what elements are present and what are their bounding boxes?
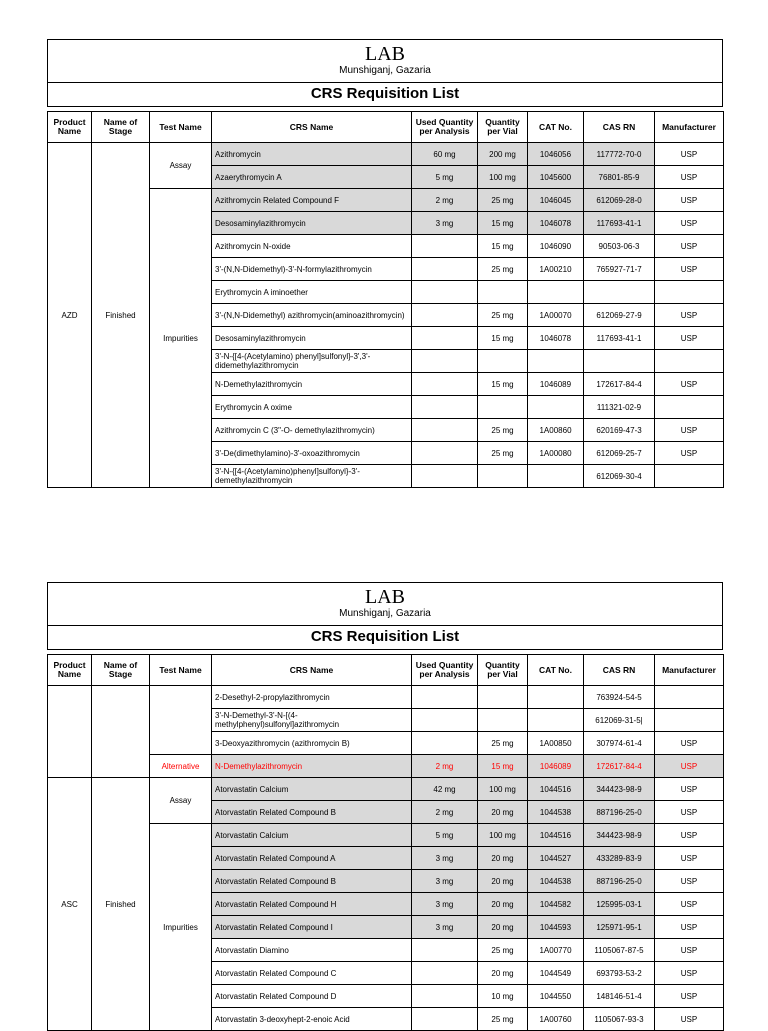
requisition-sheet-2 (47, 582, 723, 1031)
product-name: AZD (48, 143, 92, 488)
lab-header (47, 582, 723, 626)
quantity-per-vial (478, 350, 528, 373)
used-quantity (412, 258, 478, 281)
cas-rn: 693793-53-2 (584, 962, 655, 985)
crs-name: N-Demethylazithromycin (212, 755, 412, 778)
crs-name: 3'-(N,N-Didemethyl)-3'-N-formylazithromycin (212, 258, 412, 281)
cat-no: 1046045 (528, 189, 584, 212)
cat-no (528, 686, 584, 709)
used-quantity (412, 465, 478, 488)
sheet-title: CRS Requisition List (47, 83, 723, 107)
crs-name: 3'-N-{[4-(Acetylamino)phenyl]sulfonyl}-3'-demethylazithromycin (212, 465, 412, 488)
stage-name (92, 686, 150, 778)
column-header: Manufacturer (655, 655, 724, 686)
cat-no: 1044516 (528, 778, 584, 801)
column-header: Manufacturer (655, 112, 724, 143)
manufacturer: USP (655, 143, 724, 166)
cat-no: 1A00070 (528, 304, 584, 327)
crs-name: Erythromycin A oxime (212, 396, 412, 419)
column-header: CAS RN (584, 655, 655, 686)
crs-name: Azithromycin C (3"-O- demethylazithromycin) (212, 419, 412, 442)
used-quantity: 3 mg (412, 893, 478, 916)
column-header: Product Name (48, 655, 92, 686)
column-header: Test Name (150, 655, 212, 686)
used-quantity: 3 mg (412, 870, 478, 893)
crs-name: Atorvastatin 3-deoxyhept-2-enoic Acid (212, 1008, 412, 1031)
crs-name: Atorvastatin Related Compound C (212, 962, 412, 985)
cat-no: 1046090 (528, 235, 584, 258)
crs-name: Atorvastatin Related Compound H (212, 893, 412, 916)
manufacturer: USP (655, 258, 724, 281)
cat-no: 1044538 (528, 801, 584, 824)
crs-name: Atorvastatin Related Compound I (212, 916, 412, 939)
stage-name: Finished (92, 143, 150, 488)
quantity-per-vial: 25 mg (478, 732, 528, 755)
column-header: Test Name (150, 112, 212, 143)
crs-name: Azithromycin N-oxide (212, 235, 412, 258)
cat-no: 1046078 (528, 212, 584, 235)
cat-no: 1A00860 (528, 419, 584, 442)
cat-no: 1046056 (528, 143, 584, 166)
lab-name: LAB (365, 586, 405, 608)
cas-rn: 612069-31-5| (584, 709, 655, 732)
used-quantity (412, 350, 478, 373)
used-quantity (412, 732, 478, 755)
crs-name: 3'-N-{[4-(Acetylamino) phenyl]sulfonyl}-3',3'-didemethylazithromycin (212, 350, 412, 373)
manufacturer: USP (655, 166, 724, 189)
quantity-per-vial: 20 mg (478, 962, 528, 985)
manufacturer: USP (655, 778, 724, 801)
crs-name: 3'-N-Demethyl-3'-N-[(4-methylphenyl)sulfonyl]azithromycin (212, 709, 412, 732)
used-quantity (412, 1008, 478, 1031)
manufacturer: USP (655, 189, 724, 212)
quantity-per-vial: 15 mg (478, 373, 528, 396)
cas-rn: 125995-03-1 (584, 893, 655, 916)
used-quantity (412, 396, 478, 419)
crs-table-1 (47, 111, 724, 488)
cat-no: 1044549 (528, 962, 584, 985)
crs-name: 3-Deoxyazithromycin (azithromycin B) (212, 732, 412, 755)
quantity-per-vial: 100 mg (478, 166, 528, 189)
used-quantity (412, 686, 478, 709)
cas-rn: 887196-25-0 (584, 801, 655, 824)
quantity-per-vial: 25 mg (478, 304, 528, 327)
used-quantity: 3 mg (412, 916, 478, 939)
column-header: Product Name (48, 112, 92, 143)
cas-rn: 172617-84-4 (584, 373, 655, 396)
quantity-per-vial: 15 mg (478, 755, 528, 778)
crs-name: 3'-De(dimethylamino)-3'-oxoazithromycin (212, 442, 412, 465)
column-header: CRS Name (212, 112, 412, 143)
table-row (48, 189, 724, 212)
manufacturer: USP (655, 327, 724, 350)
quantity-per-vial: 200 mg (478, 143, 528, 166)
manufacturer: USP (655, 824, 724, 847)
quantity-per-vial: 25 mg (478, 419, 528, 442)
sheet-title: CRS Requisition List (47, 626, 723, 650)
used-quantity: 2 mg (412, 189, 478, 212)
manufacturer (655, 686, 724, 709)
quantity-per-vial: 20 mg (478, 801, 528, 824)
crs-name: Erythromycin A iminoether (212, 281, 412, 304)
used-quantity: 42 mg (412, 778, 478, 801)
table-row (48, 778, 724, 801)
test-name: Impurities (150, 824, 212, 1031)
quantity-per-vial (478, 396, 528, 419)
table-row (48, 824, 724, 847)
manufacturer: USP (655, 962, 724, 985)
manufacturer: USP (655, 801, 724, 824)
quantity-per-vial (478, 281, 528, 304)
table-row (48, 686, 724, 709)
cat-no (528, 465, 584, 488)
manufacturer: USP (655, 985, 724, 1008)
cas-rn: 117772-70-0 (584, 143, 655, 166)
manufacturer: USP (655, 893, 724, 916)
column-header: CAT No. (528, 112, 584, 143)
crs-name: Desosaminylazithromycin (212, 327, 412, 350)
column-header: CAT No. (528, 655, 584, 686)
crs-name: 2-Desethyl-2-propylazithromycin (212, 686, 412, 709)
cas-rn: 763924-54-5 (584, 686, 655, 709)
quantity-per-vial: 25 mg (478, 189, 528, 212)
product-name: ASC (48, 778, 92, 1031)
cas-rn: 1105067-93-3 (584, 1008, 655, 1031)
used-quantity (412, 281, 478, 304)
quantity-per-vial: 15 mg (478, 212, 528, 235)
quantity-per-vial: 25 mg (478, 258, 528, 281)
quantity-per-vial: 15 mg (478, 327, 528, 350)
quantity-per-vial: 20 mg (478, 870, 528, 893)
crs-name: Azithromycin Related Compound F (212, 189, 412, 212)
used-quantity: 60 mg (412, 143, 478, 166)
manufacturer: USP (655, 373, 724, 396)
column-header: CRS Name (212, 655, 412, 686)
cat-no: 1046089 (528, 755, 584, 778)
cat-no: 1044527 (528, 847, 584, 870)
quantity-per-vial: 20 mg (478, 847, 528, 870)
cas-rn: 612069-30-4 (584, 465, 655, 488)
cat-no: 1046089 (528, 373, 584, 396)
cas-rn: 765927-71-7 (584, 258, 655, 281)
manufacturer: USP (655, 847, 724, 870)
product-name (48, 686, 92, 778)
crs-name: Atorvastatin Related Compound D (212, 985, 412, 1008)
quantity-per-vial: 15 mg (478, 235, 528, 258)
column-header: Name of Stage (92, 112, 150, 143)
test-name: Impurities (150, 189, 212, 488)
used-quantity: 3 mg (412, 212, 478, 235)
column-header: Name of Stage (92, 655, 150, 686)
quantity-per-vial (478, 686, 528, 709)
quantity-per-vial (478, 465, 528, 488)
column-header: Quantity per Vial (478, 655, 528, 686)
manufacturer: USP (655, 916, 724, 939)
column-header: CAS RN (584, 112, 655, 143)
manufacturer: USP (655, 755, 724, 778)
manufacturer: USP (655, 304, 724, 327)
requisition-sheet-1 (47, 39, 723, 488)
manufacturer: USP (655, 732, 724, 755)
crs-name: Azaerythromycin A (212, 166, 412, 189)
cat-no: 1044550 (528, 985, 584, 1008)
cat-no: 1044516 (528, 824, 584, 847)
test-name (150, 686, 212, 755)
crs-name: N-Demethylazithromycin (212, 373, 412, 396)
cat-no: 1045600 (528, 166, 584, 189)
cas-rn: 887196-25-0 (584, 870, 655, 893)
table-header-row (48, 112, 724, 143)
cas-rn (584, 281, 655, 304)
cat-no (528, 281, 584, 304)
cas-rn: 620169-47-3 (584, 419, 655, 442)
cas-rn: 90503-06-3 (584, 235, 655, 258)
manufacturer: USP (655, 212, 724, 235)
manufacturer: USP (655, 419, 724, 442)
cas-rn: 344423-98-9 (584, 824, 655, 847)
used-quantity: 3 mg (412, 847, 478, 870)
crs-name: Atorvastatin Related Compound B (212, 801, 412, 824)
cat-no: 1A00080 (528, 442, 584, 465)
cas-rn: 612069-25-7 (584, 442, 655, 465)
cas-rn: 172617-84-4 (584, 755, 655, 778)
cas-rn: 1105067-87-5 (584, 939, 655, 962)
quantity-per-vial: 20 mg (478, 916, 528, 939)
table-row (48, 755, 724, 778)
used-quantity (412, 939, 478, 962)
manufacturer (655, 465, 724, 488)
used-quantity (412, 304, 478, 327)
lab-location: Munshiganj, Gazaria (339, 65, 431, 76)
manufacturer (655, 350, 724, 373)
quantity-per-vial: 25 mg (478, 442, 528, 465)
quantity-per-vial: 25 mg (478, 939, 528, 962)
manufacturer (655, 396, 724, 419)
cas-rn: 433289-83-9 (584, 847, 655, 870)
manufacturer: USP (655, 235, 724, 258)
column-header: Used Quantity per Analysis (412, 112, 478, 143)
used-quantity (412, 419, 478, 442)
used-quantity: 2 mg (412, 755, 478, 778)
lab-name: LAB (365, 43, 405, 65)
cat-no (528, 396, 584, 419)
lab-header (47, 39, 723, 83)
used-quantity: 2 mg (412, 801, 478, 824)
cas-rn (584, 350, 655, 373)
table-row (48, 143, 724, 166)
column-header: Quantity per Vial (478, 112, 528, 143)
manufacturer: USP (655, 442, 724, 465)
used-quantity: 5 mg (412, 166, 478, 189)
used-quantity (412, 985, 478, 1008)
quantity-per-vial: 20 mg (478, 893, 528, 916)
stage-name: Finished (92, 778, 150, 1031)
column-header: Used Quantity per Analysis (412, 655, 478, 686)
quantity-per-vial: 100 mg (478, 824, 528, 847)
used-quantity: 5 mg (412, 824, 478, 847)
used-quantity (412, 327, 478, 350)
cat-no: 1046078 (528, 327, 584, 350)
cas-rn: 117693-41-1 (584, 327, 655, 350)
cas-rn: 148146-51-4 (584, 985, 655, 1008)
cat-no: 1044582 (528, 893, 584, 916)
used-quantity (412, 235, 478, 258)
cat-no: 1044538 (528, 870, 584, 893)
cas-rn: 76801-85-9 (584, 166, 655, 189)
manufacturer: USP (655, 1008, 724, 1031)
cas-rn: 125971-95-1 (584, 916, 655, 939)
crs-name: Atorvastatin Related Compound A (212, 847, 412, 870)
cat-no: 1A00760 (528, 1008, 584, 1031)
cas-rn: 307974-61-4 (584, 732, 655, 755)
crs-name: Desosaminylazithromycin (212, 212, 412, 235)
manufacturer (655, 709, 724, 732)
manufacturer: USP (655, 939, 724, 962)
crs-name: Azithromycin (212, 143, 412, 166)
test-name: Assay (150, 778, 212, 824)
manufacturer: USP (655, 870, 724, 893)
crs-name: Atorvastatin Diamino (212, 939, 412, 962)
cas-rn: 344423-98-9 (584, 778, 655, 801)
cas-rn: 612069-27-9 (584, 304, 655, 327)
cat-no: 1A00770 (528, 939, 584, 962)
test-name: Alternative (150, 755, 212, 778)
crs-name: 3'-(N,N-Didemethyl) azithromycin(aminoazithromycin) (212, 304, 412, 327)
quantity-per-vial: 25 mg (478, 1008, 528, 1031)
quantity-per-vial: 10 mg (478, 985, 528, 1008)
used-quantity (412, 962, 478, 985)
quantity-per-vial: 100 mg (478, 778, 528, 801)
quantity-per-vial (478, 709, 528, 732)
cat-no (528, 709, 584, 732)
cas-rn: 111321-02-9 (584, 396, 655, 419)
crs-name: Atorvastatin Calcium (212, 778, 412, 801)
used-quantity (412, 709, 478, 732)
test-name: Assay (150, 143, 212, 189)
used-quantity (412, 442, 478, 465)
crs-table-2 (47, 654, 724, 1031)
crs-name: Atorvastatin Related Compound B (212, 870, 412, 893)
cas-rn: 117693-41-1 (584, 212, 655, 235)
cat-no (528, 350, 584, 373)
manufacturer (655, 281, 724, 304)
cat-no: 1044593 (528, 916, 584, 939)
lab-location: Munshiganj, Gazaria (339, 608, 431, 619)
table-header-row (48, 655, 724, 686)
cat-no: 1A00210 (528, 258, 584, 281)
cat-no: 1A00850 (528, 732, 584, 755)
used-quantity (412, 373, 478, 396)
cas-rn: 612069-28-0 (584, 189, 655, 212)
crs-name: Atorvastatin Calcium (212, 824, 412, 847)
